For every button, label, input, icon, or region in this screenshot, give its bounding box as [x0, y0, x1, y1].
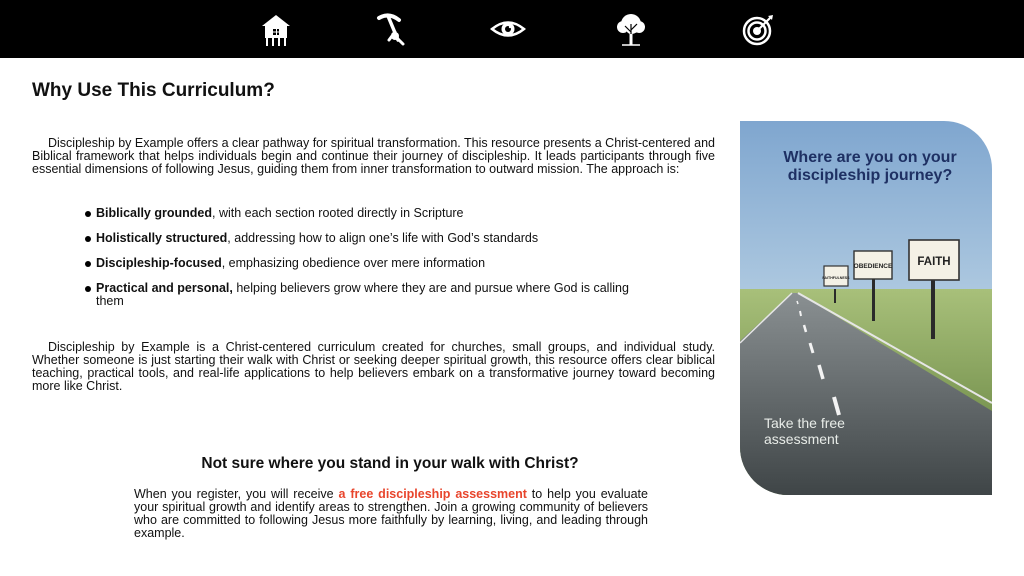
- benefits-list: [82, 207, 652, 320]
- list-item-bold: Biblically grounded: [96, 206, 212, 220]
- target-icon[interactable]: [740, 10, 776, 48]
- list-item-text: , emphasizing obedience over mere information: [221, 256, 486, 270]
- intro-text: Discipleship by Example offers a clear pathway for spiritual transformation. This resource presents a Christ-centered and Biblical framework that helps individuals begin and continue their journey of discipleship. It leads participants through five essential dimensions of following Jesus, guiding them from inner transformation to outward mission. The approach is:: [32, 136, 715, 176]
- page-title: Why Use This Curriculum?: [32, 80, 275, 101]
- list-item-text: , addressing how to align one’s life with God’s standards: [227, 231, 539, 245]
- eye-icon[interactable]: [490, 10, 526, 48]
- summary-text: Discipleship by Example is a Christ-centered curriculum created for churches, small groups, and individual study. Whether someone is just starting their walk with Christ or seeking deeper spiritual growth, this resource offers clear biblical teaching, practical tools, and real-life applications to help believers embark on a transformative journey toward becoming more like Christ.: [32, 340, 715, 393]
- list-item-text: helping believers grow where they are and pursue where God is calling them: [96, 281, 629, 308]
- list-item: [82, 232, 652, 245]
- promo-heading: Where are you on your discipleship journey?: [783, 149, 957, 184]
- list-item-bold: Holistically structured: [96, 231, 228, 245]
- sign-obedience: OBEDIENCE: [853, 263, 893, 270]
- sign-faith: FAITH: [917, 256, 951, 268]
- list-item-bold: Practical and personal,: [96, 281, 233, 295]
- assessment-text-before: When you register, you will receive: [134, 487, 339, 501]
- summary-paragraph: [32, 341, 715, 393]
- pickaxe-icon[interactable]: [373, 10, 409, 48]
- free-assessment-link[interactable]: a free discipleship assessment: [338, 487, 527, 501]
- tree-icon[interactable]: [613, 10, 649, 48]
- house-icon[interactable]: [258, 10, 294, 48]
- top-nav-bar: [0, 0, 1024, 58]
- sign-faithfulness: FAITHFULNESS: [822, 276, 850, 280]
- list-item-bold: Discipleship-focused: [96, 256, 222, 270]
- assessment-paragraph: [134, 488, 648, 540]
- assessment-heading: Not sure where you stand in your walk with Christ?: [201, 455, 579, 472]
- assessment-promo-card[interactable]: [740, 121, 992, 495]
- assessment-text-after: to help you evaluate your spiritual growth and identify areas to strengthen. Join a growing community of believers who are committed to following Jesus more faithfully by learning, living, and leading through example.: [134, 487, 648, 540]
- list-item: [82, 257, 652, 270]
- take-assessment-button[interactable]: Take the free assessment: [764, 415, 845, 447]
- intro-paragraph: [32, 137, 715, 176]
- list-item: [82, 207, 652, 220]
- list-item: [82, 282, 652, 308]
- list-item-text: , with each section rooted directly in Scripture: [212, 206, 464, 220]
